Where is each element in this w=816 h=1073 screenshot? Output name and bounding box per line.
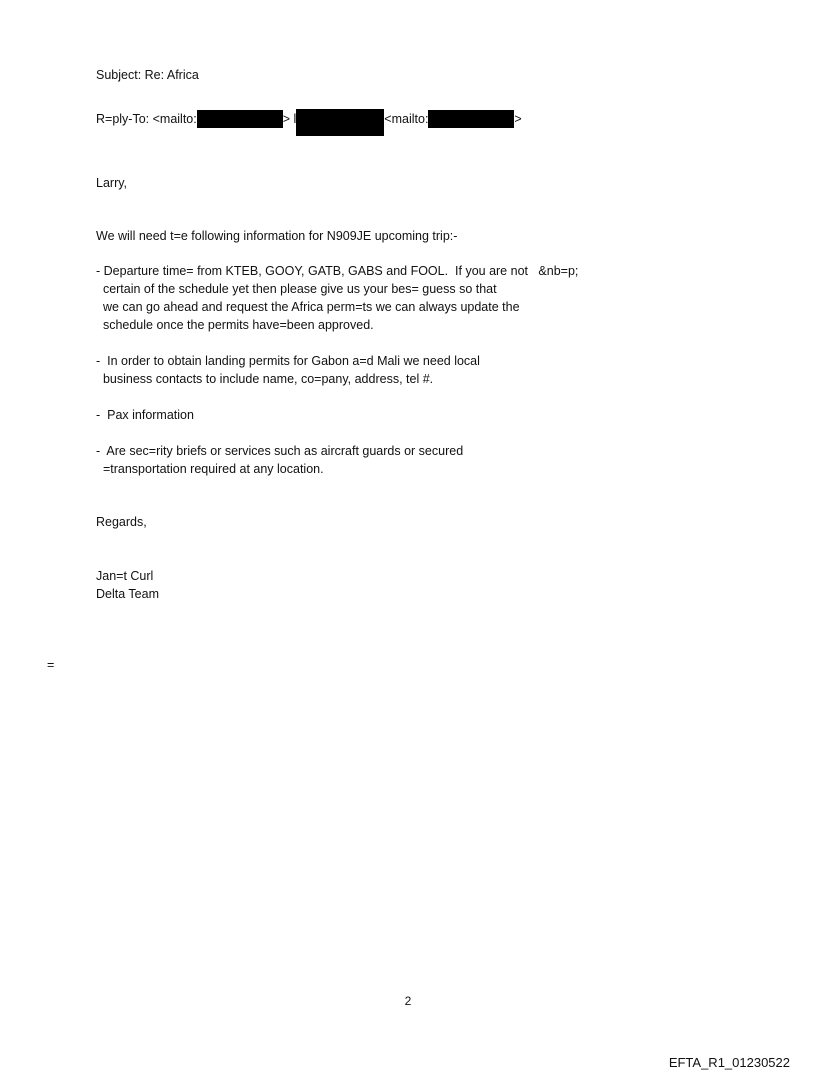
redaction-block	[197, 110, 283, 128]
bates-number: EFTA_R1_01230522	[668, 1055, 790, 1070]
email-subject: Subject: Re: Africa	[96, 68, 199, 82]
signature-team: Delta Team	[96, 587, 159, 601]
bullet-permits-line: business contacts to include name, co=pany, address, tel #.	[96, 372, 434, 386]
reply-to-separator: > l	[282, 111, 297, 126]
bullet-permits-line: - In order to obtain landing permits for Gabon a=d Mali we need local	[96, 354, 480, 368]
reply-to-mailto: <mailto:	[384, 111, 429, 126]
email-intro: We will need t=e following information for N909JE upcoming trip:-	[96, 229, 458, 243]
bullet-departure-line: - Departure time= from KTEB, GOOY, GATB, GABS and FOOL. If you are not &nb=p;	[96, 264, 579, 278]
bullet-departure-line: schedule once the permits have=been approved.	[96, 318, 374, 332]
signature-name: Jan=t Curl	[96, 569, 154, 583]
stray-mark: =	[47, 658, 55, 672]
redaction-block	[296, 109, 384, 136]
email-greeting: Larry,	[96, 176, 128, 190]
redaction-block	[428, 110, 514, 128]
bullet-security-line: - Are sec=rity briefs or services such as aircraft guards or secured	[96, 444, 464, 458]
bullet-security-line: =transportation required at any location.	[96, 462, 324, 476]
reply-to-end: >	[514, 111, 522, 126]
bullet-departure-line: we can go ahead and request the Africa perm=ts we can always update the	[96, 300, 520, 314]
bullet-departure-line: certain of the schedule yet then please give us your bes= guess so that	[96, 282, 497, 296]
email-closing: Regards,	[96, 515, 147, 529]
page-number: 2	[404, 994, 412, 1008]
reply-to-label: R=ply-To: <mailto:	[96, 111, 197, 126]
email-reply-to	[96, 101, 522, 136]
bullet-pax: - Pax information	[96, 408, 194, 422]
